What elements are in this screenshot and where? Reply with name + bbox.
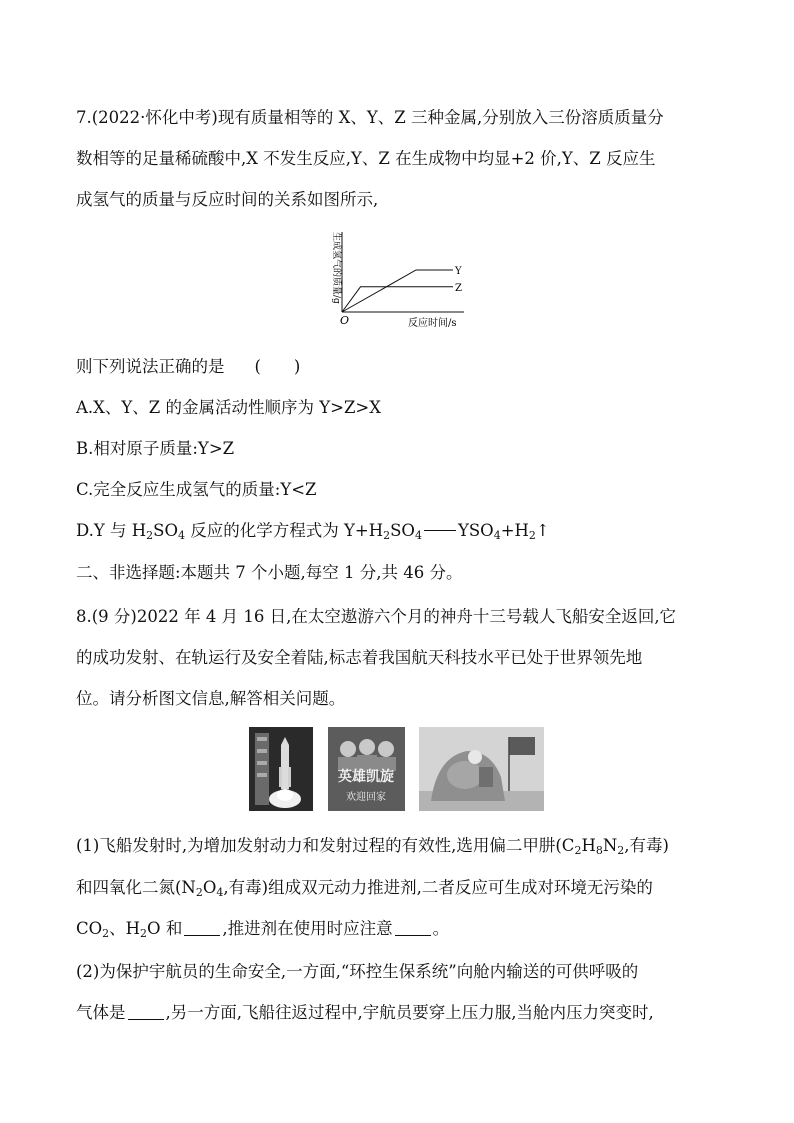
series-label-y: Y — [455, 266, 462, 277]
p1-line3-c: O 和 — [147, 919, 183, 938]
q8-part1-line-3 — [76, 919, 449, 939]
q8-part2-line-1: (2)为保护宇航员的生命安全,一方面,“环控生保系统”向舱内输送的可供呼吸的 — [76, 962, 639, 981]
answer-blank-1[interactable] — [184, 921, 220, 936]
subscript: 8 — [595, 844, 603, 857]
series-line-y — [342, 270, 453, 312]
equation-equals-bar — [424, 530, 456, 531]
chart-y-axis-label: 生成氢气的质量/g — [331, 232, 341, 304]
subscript: 2 — [574, 844, 582, 857]
opt-d-text-1: D.Y 与 H — [76, 521, 147, 540]
hydrogen-mass-chart — [322, 228, 472, 330]
p1-line2-a: 和四氧化二氮(N — [76, 878, 196, 897]
opt-d-text-4: SO — [390, 521, 415, 540]
q7-option-d — [76, 521, 550, 541]
q8-line-1: 8.(9 分)2022 年 4 月 16 日,在太空遨游六个月的神舟十三号载人飞船安全返回,它 — [76, 607, 677, 626]
photo-banner-text-2: 欢迎回家 — [346, 792, 386, 803]
series-label-z: Z — [455, 282, 462, 294]
q7-option-b: B.相对原子质量:Y>Z — [76, 439, 235, 458]
p1-text-a: (1)飞船发射时,为增加发射动力和发射过程的有效性,选用偏二甲肼(C — [76, 836, 575, 855]
answer-blank-3[interactable] — [128, 1005, 164, 1020]
q7-line-3: 成氢气的质量与反应时间的关系如图所示, — [76, 190, 379, 209]
subscript: 2 — [146, 529, 154, 542]
subscript: 2 — [140, 927, 148, 940]
opt-d-text-7: ↑ — [535, 521, 550, 540]
answer-bracket: ( ) — [254, 357, 301, 376]
rocket-launch-photo — [249, 727, 313, 811]
q8-part2-line-2 — [76, 1003, 654, 1023]
q7-stem-text: 则下列说法正确的是 — [76, 357, 225, 376]
section-2-heading: 二、非选择题:本题共 7 个小题,每空 1 分,共 46 分。 — [76, 563, 463, 582]
series-line-z — [342, 287, 453, 312]
subscript: 2 — [528, 529, 536, 542]
p1-text-b: H — [581, 836, 596, 855]
heroes-welcome-photo — [328, 727, 405, 811]
chart-x-axis-label: 反应时间/s — [408, 318, 457, 329]
subscript: 2 — [102, 927, 110, 940]
p1-line3-e: 。 — [432, 919, 450, 938]
q8-part1-line-2 — [76, 878, 653, 898]
q7-line-1: 7.(2022·怀化中考)现有质量相等的 X、Y、Z 三种金属,分别放入三份溶质质量分 — [76, 108, 664, 127]
return-capsule-photo — [419, 727, 544, 811]
opt-d-text-6: +H — [500, 521, 529, 540]
subscript: 4 — [493, 529, 501, 542]
q7-stem — [76, 357, 300, 377]
subscript: 2 — [195, 886, 203, 899]
p1-line3-d: ,推进剂在使用时应注意 — [222, 919, 393, 938]
subscript: 4 — [414, 529, 422, 542]
subscript: 2 — [383, 529, 391, 542]
opt-d-text-5: YSO — [457, 521, 494, 540]
q7-line-2: 数相等的足量稀硫酸中,X 不发生反应,Y、Z 在生成物中均显+2 价,Y、Z 反应生 — [76, 149, 656, 168]
p2-line2-a: 气体是 — [76, 1003, 126, 1022]
q7-option-c: C.完全反应生成氢气的质量:Y<Z — [76, 480, 317, 499]
q8-line-2: 的成功发射、在轨运行及安全着陆,标志着我国航天科技水平已处于世界领先地 — [76, 648, 643, 667]
subscript: 2 — [617, 844, 625, 857]
subscript: 4 — [178, 529, 186, 542]
p1-line2-b: O — [202, 878, 217, 897]
q8-part1-line-1 — [76, 836, 669, 856]
chart-origin-label: O — [340, 314, 350, 327]
chart-axes — [342, 232, 464, 312]
p2-line2-b: ,另一方面,飞船往返过程中,宇航员要穿上压力服,当舱内压力突变时, — [165, 1003, 654, 1022]
answer-blank-2[interactable] — [395, 921, 431, 936]
chart-series — [342, 266, 462, 312]
q7-option-a: A.X、Y、Z 的金属活动性顺序为 Y>Z>X — [76, 398, 382, 417]
opt-d-text-2: SO — [153, 521, 179, 540]
p1-line3-a: CO — [76, 919, 103, 938]
p1-line3-b: 、H — [109, 919, 141, 938]
p1-text-c: N — [602, 836, 618, 855]
opt-d-text-3: 反应的化学方程式为 Y+H — [185, 521, 384, 540]
p1-text-d: ,有毒) — [624, 836, 669, 855]
p1-line2-c: ,有毒)组成双元动力推进剂,二者反应可生成对环境无污染的 — [223, 878, 653, 897]
photo-banner-text-1: 英雄凯旋 — [338, 769, 394, 785]
subscript: 4 — [216, 886, 224, 899]
q8-line-3: 位。请分析图文信息,解答相关问题。 — [76, 689, 346, 708]
